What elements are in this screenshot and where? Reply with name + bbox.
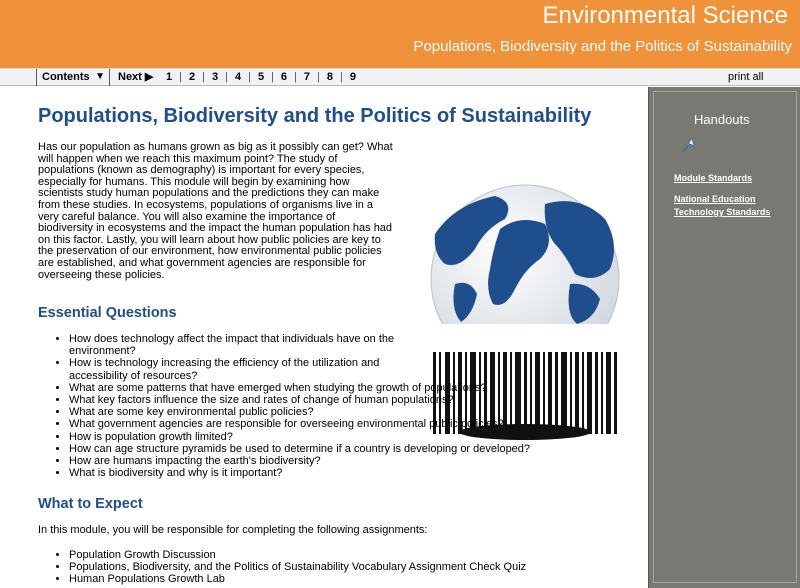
essential-questions-heading: Essential Questions — [38, 305, 177, 321]
question-item: • What is biodiversity and why is it important? — [69, 467, 539, 479]
intro-line: populations (known as demography) is important for every species, — [38, 164, 365, 177]
national-education-link[interactable]: National Education — [674, 194, 756, 204]
question-item: • What key factors influence the size and rates of change of human populations? — [69, 394, 539, 406]
page-links: 1 | 2 | 3 | 4 | 5 | 6 | 7 | 8 | 9 — [166, 71, 356, 83]
course-subtitle: Populations, Biodiversity and the Politics of Sustainability — [413, 38, 792, 55]
question-item: • What government agencies are responsible for overseeing environmental public policies? — [69, 418, 539, 430]
page-title: Populations, Biodiversity and the Politics of Sustainability — [38, 105, 592, 127]
page-link-9[interactable]: 9 — [349, 71, 356, 83]
technology-standards-link[interactable]: Technology Standards — [674, 207, 771, 217]
intro-line: Has our population as humans grown as big as it possibly can get? What — [38, 141, 393, 153]
contents-dropdown[interactable] — [36, 69, 110, 86]
module-standards-link[interactable]: Module Standards — [674, 173, 753, 183]
question-item: • How can age structure pyramids be used to determine if a country is developing or developed? — [69, 443, 539, 455]
expect-intro: In this module, you will be responsible for completing the following assignments: — [38, 524, 428, 536]
intro-line: on this factor. Lastly, you will learn about how public policies are key to — [38, 233, 381, 246]
next-button[interactable]: Next ▶ — [118, 71, 154, 83]
handouts-sidebar — [648, 87, 800, 588]
assignment-item: • Populations, Biodiversity, and the Politics of Sustainability Vocabulary Assignment Check Quiz — [69, 561, 629, 573]
intro-line: very careful balance. You will also examine the importance of — [38, 210, 336, 223]
intro-line: will happen when we reach this maximum point? The study of — [38, 152, 338, 165]
intro-line: especially for humans. This module will begin by examining how — [38, 175, 350, 188]
page-link-4[interactable]: 4 — [234, 71, 242, 83]
question-item: • How are humans impacting the earth's biodiversity? — [69, 455, 539, 467]
question-item: • What are some key environmental public policies? — [69, 406, 539, 418]
site-title: Environmental Science — [542, 2, 788, 29]
page-link-3[interactable]: 3 — [211, 71, 219, 83]
navigation-bar — [0, 68, 800, 86]
intro-line: scientists study human populations and the predictions they can make — [38, 187, 380, 200]
assignments-list — [69, 549, 629, 586]
intro-line: the preservation of our environment, how environmental public policies — [38, 245, 382, 258]
intro-paragraph — [38, 142, 414, 281]
what-to-expect-heading: What to Expect — [38, 496, 143, 512]
page-link-1[interactable]: 1 — [166, 71, 173, 83]
essential-questions-list — [69, 333, 539, 479]
page-link-5[interactable]: 5 — [257, 71, 265, 83]
assignment-item: • Human Populations Growth Lab — [69, 573, 629, 585]
assignment-item: • Population Growth Discussion — [69, 549, 629, 561]
intro-line: are established, and what government agencies are responsible for — [38, 256, 366, 269]
contents-label: Contents — [42, 71, 90, 83]
page-link-6[interactable]: 6 — [280, 71, 288, 83]
question-item: • How is population growth limited? — [69, 431, 539, 443]
intro-line: biodiversity in ecosystems and the impact the human population has had — [38, 222, 393, 235]
handouts-panel — [653, 91, 797, 583]
question-item: • How is technology increasing the efficiency of the utilization and accessibility of resources? — [69, 357, 539, 381]
page-link-7[interactable]: 7 — [303, 71, 311, 83]
intro-line: from these studies. In ecosystems, populations of organisms live in a — [38, 198, 374, 211]
page-link-8[interactable]: 8 — [326, 71, 334, 83]
page-link-2[interactable]: 2 — [188, 71, 196, 83]
question-item: • What are some patterns that have emerged when studying the growth of populations? — [69, 382, 539, 394]
handouts-title: Handouts — [694, 112, 750, 127]
chevron-down-icon: ▼ — [95, 71, 105, 82]
print-all-link[interactable]: print all — [728, 71, 764, 83]
cursor-arrow-icon — [680, 134, 696, 154]
site-banner — [0, 0, 800, 68]
intro-line: overseeing these policies. — [38, 268, 165, 281]
question-item: • How does technology affect the impact that individuals have on the environment? — [69, 333, 539, 357]
